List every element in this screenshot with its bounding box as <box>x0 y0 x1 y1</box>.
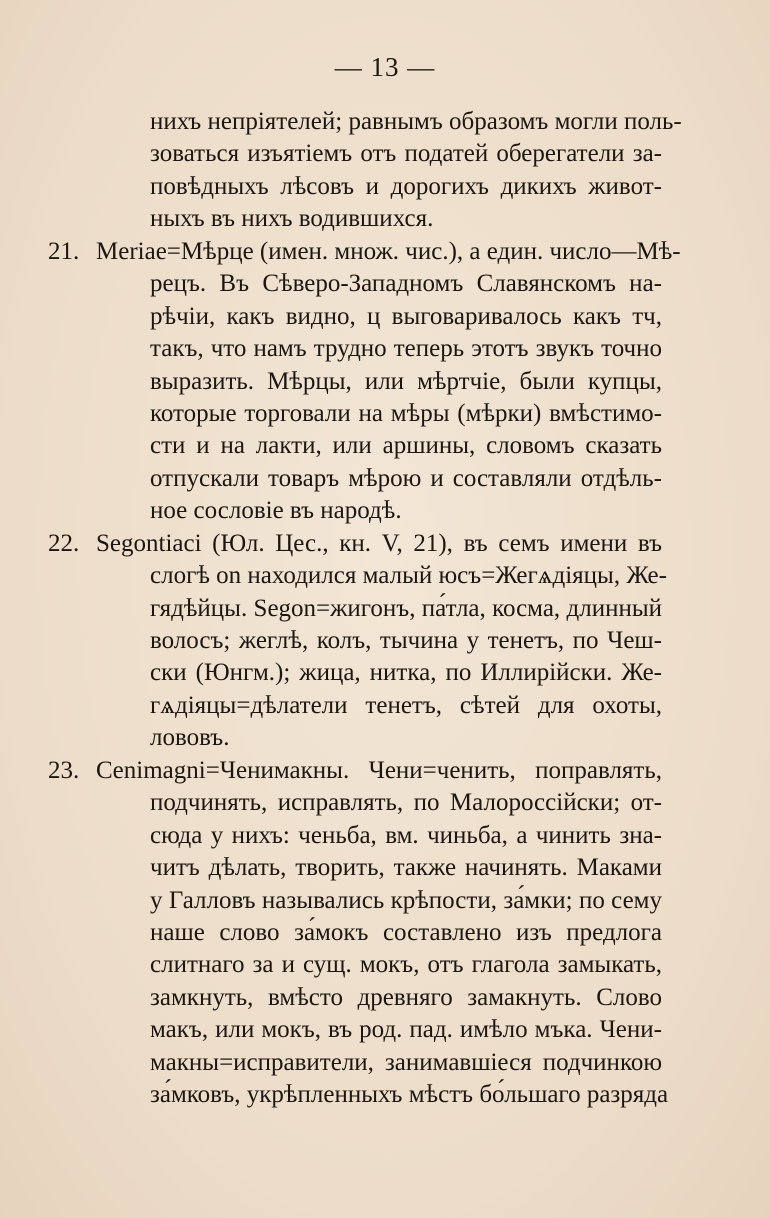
text-line <box>0 852 770 884</box>
line-text: повѣдныхъ лѣсовъ и дорогихъ дикихъ живот- <box>150 172 662 200</box>
line-text: гѧдіяцы=дѣлатели тенетъ, сѣтей для охоты, <box>150 691 662 719</box>
line-text: лововъ. <box>150 724 230 752</box>
line-text: рецъ. Въ Сѣверо-Западномъ Славянскомъ на- <box>150 270 662 298</box>
line-text: наше слово за́мокъ составлено изъ предлога <box>150 918 662 946</box>
text-line <box>0 593 770 625</box>
text-line <box>0 657 770 689</box>
line-text: макны=исправители, занимавшіеся подчинкою <box>150 1048 662 1076</box>
text-line <box>0 268 770 300</box>
text-line <box>0 203 770 235</box>
text-line <box>0 1047 770 1079</box>
text-line <box>0 1014 770 1046</box>
line-text: волосъ; жеглѣ, колъ, тычина у тенетъ, по Чеш- <box>150 627 662 654</box>
note-number: 23. <box>48 756 80 784</box>
line-text: которые торговали на мѣры (мѣрки) вмѣстимо- <box>150 399 662 427</box>
text-line <box>0 820 770 852</box>
text-line <box>0 690 770 722</box>
note-number: 22. <box>48 529 80 557</box>
line-text: за́мковъ, укрѣпленныхъ мѣстъ бо́льшаго разряда <box>150 1081 669 1109</box>
text-line <box>0 236 770 268</box>
line-text: сти и на лакти, или аршины, словомъ сказать <box>150 432 662 460</box>
page-number: — 13 — <box>334 52 436 82</box>
line-text: сюда у нихъ: ченьба, вм. чиньба, а чинить зна- <box>150 821 662 849</box>
text-line <box>0 625 770 657</box>
line-text: читъ дѣлать, творить, также начинять. Маками <box>150 854 662 882</box>
text-line <box>0 333 770 365</box>
text-line <box>0 301 770 333</box>
line-text: такъ, что намъ трудно теперь этотъ звукъ точно <box>150 335 662 363</box>
line-text: слогѣ on находился малый юсъ=Жегѧдіяцы, Же- <box>150 562 667 590</box>
line-text: выразить. Мѣрцы, или мѣртчіе, были купцы, <box>150 367 662 395</box>
line-text: гядѣйцы. Segon=жигонъ, па́тла, косма, длинный <box>150 594 662 622</box>
line-text: ныхъ въ нихъ водившихся. <box>150 205 434 233</box>
body-text <box>0 106 770 1112</box>
text-line <box>0 885 770 917</box>
line-text: Merіae=Мѣрце (имен. множ. чис.), а един. число—Мѣ- <box>96 237 681 265</box>
line-text: нихъ непріятелей; равнымъ образомъ могли поль- <box>150 108 682 135</box>
note-number: 21. <box>48 237 80 265</box>
text-line <box>0 917 770 949</box>
line-text: слитнаго за и сущ. мокъ, отъ глагола замыкать, <box>150 951 662 979</box>
text-line <box>0 982 770 1014</box>
text-line <box>0 560 770 592</box>
text-line <box>0 949 770 981</box>
line-text: ное сословіе въ народѣ. <box>150 497 402 525</box>
text-line <box>0 463 770 495</box>
text-line <box>0 398 770 430</box>
text-line <box>0 138 770 170</box>
text-line <box>0 528 770 560</box>
line-text: рѣчіи, какъ видно, ц выговаривалось какъ тч, <box>150 302 662 330</box>
line-text: подчинять, исправлять, по Малороссійски; от- <box>150 789 662 817</box>
line-text: Cenimagni=Ченимакны. Чени=ченить, поправлять, <box>96 756 662 784</box>
line-text: Segontiaci (Юл. Цес., кн. V, 21), въ семъ имени въ <box>96 529 662 557</box>
line-text: у Галловъ назывались крѣпости, за́мки; по сему <box>150 886 662 914</box>
text-line <box>0 1079 770 1111</box>
line-text: ски (Юнгм.); жица, нитка, по Иллирійски. Же- <box>150 659 662 687</box>
text-line <box>0 106 770 138</box>
line-text: замкнуть, вмѣсто древняго замакнуть. Слово <box>150 983 662 1011</box>
text-line <box>0 366 770 398</box>
text-line <box>0 430 770 462</box>
text-line <box>0 495 770 527</box>
line-text: зоваться изъятіемъ отъ податей оберегатели за- <box>150 140 662 168</box>
text-line <box>0 171 770 203</box>
text-line <box>0 755 770 787</box>
line-text: макъ, или мокъ, въ род. пад. имѣло мъка. Чени- <box>150 1016 662 1044</box>
text-line <box>0 787 770 819</box>
line-text: отпускали товаръ мѣрою и составляли отдѣль- <box>150 464 662 492</box>
text-line <box>0 722 770 754</box>
